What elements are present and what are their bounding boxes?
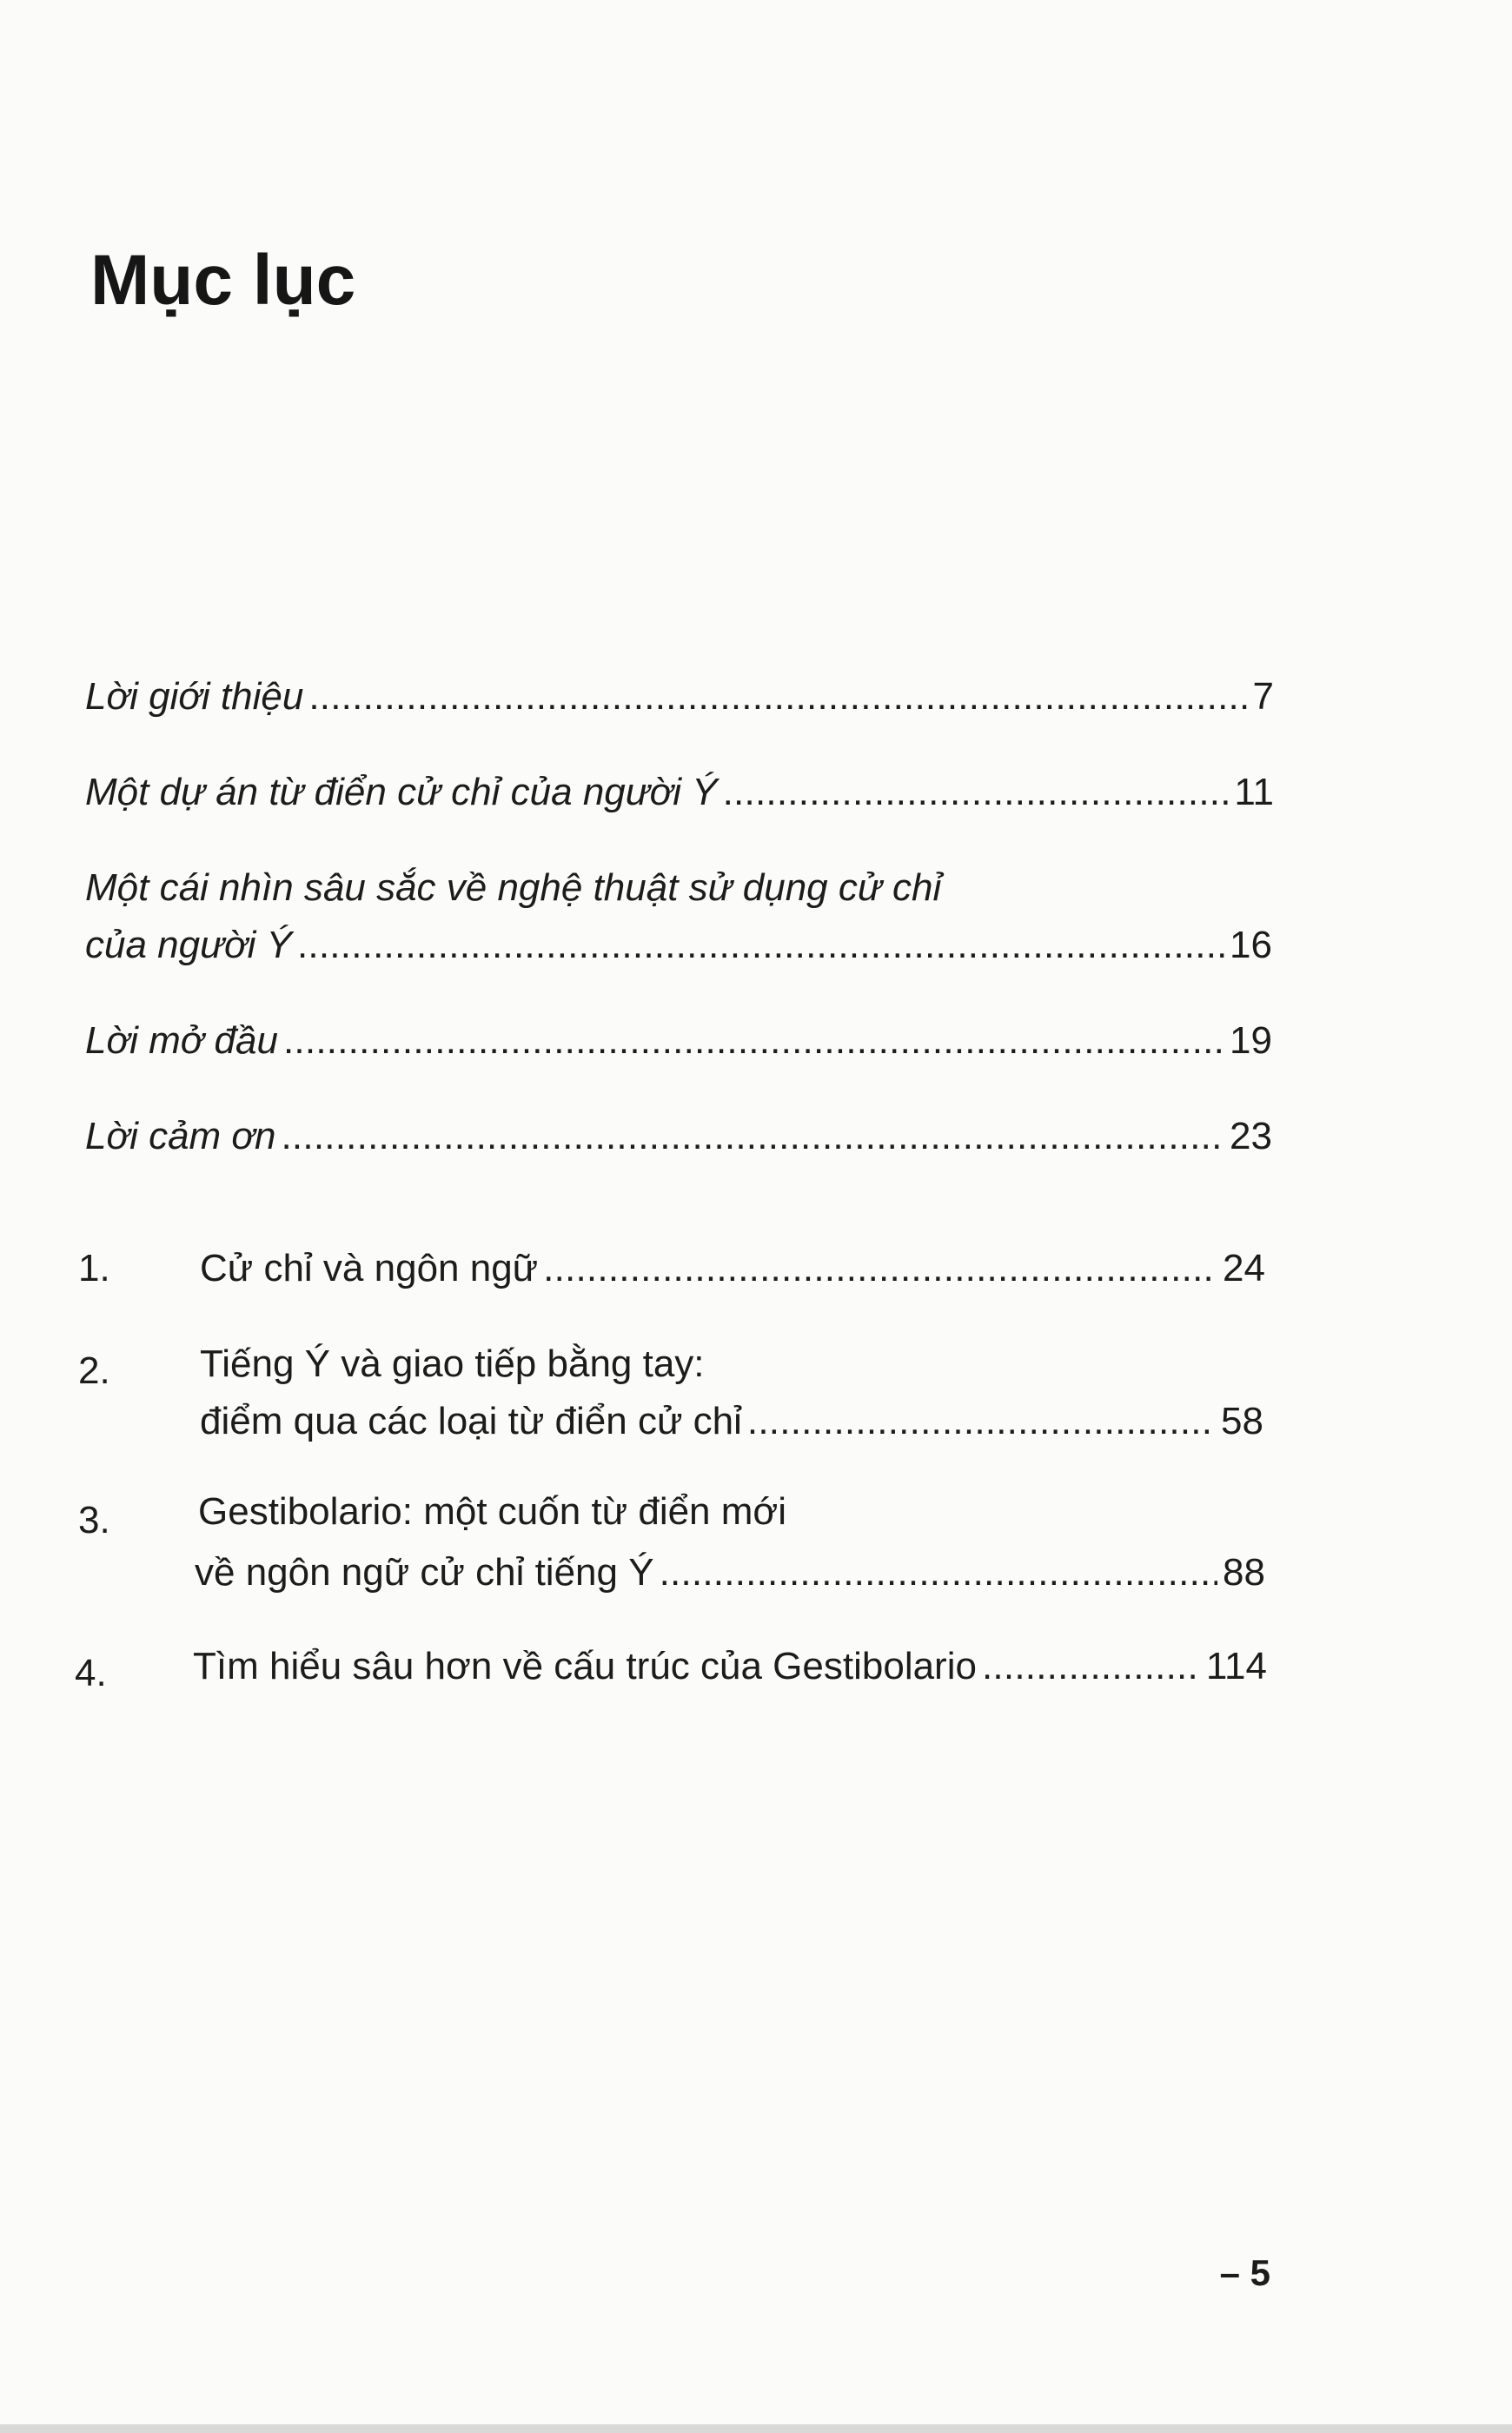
chapter-title: Tìm hiểu sâu hơn về cấu trúc của Gestibolario: [193, 1645, 977, 1687]
dot-leader: [747, 1402, 1216, 1441]
chapter-title: Cử chỉ và ngôn ngữ: [200, 1247, 539, 1289]
dot-leader: [660, 1554, 1217, 1592]
page-folio: – 5: [1219, 2252, 1270, 2293]
dot-leader: [281, 1117, 1224, 1156]
chapter-page-number: 24: [1223, 1247, 1265, 1289]
chapter-title-line-2: điểm qua các loại từ điển cử chỉ: [200, 1400, 742, 1442]
entry-title: Lời mở đầu: [85, 1019, 278, 1062]
chapter-page-number: 58: [1221, 1400, 1263, 1442]
dot-leader: [543, 1250, 1217, 1288]
chapter-page-number: 88: [1223, 1551, 1265, 1594]
chapter-title-line-1: Tiếng Ý và giao tiếp bằng tay:: [200, 1342, 705, 1385]
entry-title: Một dự án từ điển cử chỉ của người Ý: [85, 771, 718, 813]
entry-page-number: 16: [1230, 924, 1272, 966]
chapter-title-line-2: về ngôn ngữ cử chỉ tiếng Ý: [195, 1551, 654, 1594]
entry-page-number: 19: [1230, 1019, 1272, 1062]
chapter-number: 2.: [78, 1349, 110, 1392]
entry-page-number: 7: [1252, 675, 1274, 718]
chapter-number: 3.: [78, 1499, 110, 1541]
dot-leader: [283, 1022, 1224, 1060]
dot-leader: [297, 926, 1224, 965]
entry-title-line-1: Một cái nhìn sâu sắc về nghệ thuật sử dụng cử chỉ: [85, 866, 942, 909]
dot-leader: [982, 1647, 1201, 1686]
chapter-number: 4.: [75, 1652, 107, 1694]
entry-title: Lời giới thiệu: [85, 675, 304, 718]
entry-page-number: 11: [1234, 771, 1274, 813]
page-title: Mục lục: [90, 241, 356, 320]
chapter-page-number: 114: [1205, 1645, 1267, 1687]
chapter-number: 1.: [78, 1247, 110, 1289]
chapter-title-line-1: Gestibolario: một cuốn từ điển mới: [198, 1490, 787, 1533]
entry-title: Lời cảm ơn: [85, 1115, 276, 1157]
entry-page-number: 23: [1230, 1115, 1272, 1157]
entry-title-line-2: của người Ý: [85, 924, 292, 966]
dot-leader: [723, 773, 1230, 812]
dot-leader: [308, 678, 1247, 716]
page-bottom-edge: [0, 2424, 1512, 2433]
